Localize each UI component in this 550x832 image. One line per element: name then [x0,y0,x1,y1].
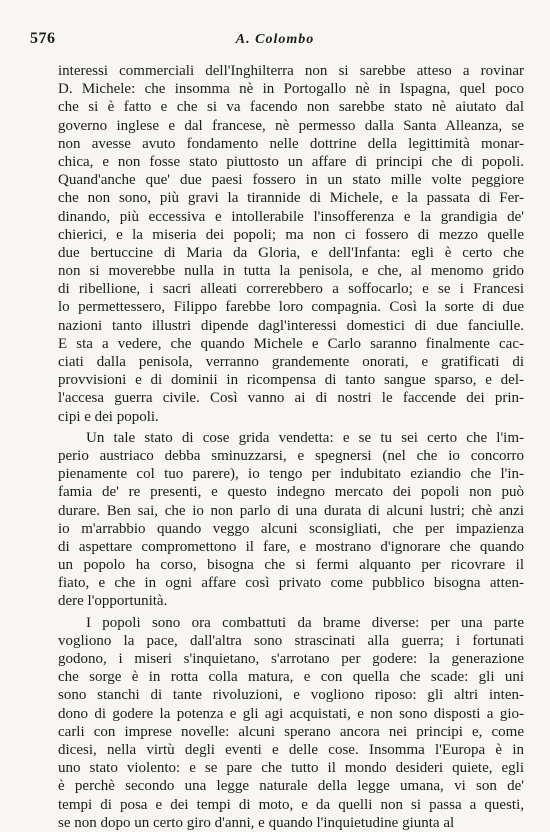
text-line: di aspettare compromettono il fare, e mostrano d'ignorare che quando [58,538,524,555]
paragraph [58,614,524,832]
text-line: uno stato violento: e se pare che tutto il mondo desideri quiete, egli [58,760,524,777]
text-line: godono, i miseri s'inquietano, s'arrotano per godere: la generazione [58,651,524,667]
text-line: provvisioni e di dominii in ricompensa di tanto sangue sparso, e del- [58,372,524,389]
text-line: E sta a vedere, che quando Michele e Carlo saranno finalmente cac- [58,335,524,352]
text-line: l'accesa guerra civile. Così vanno ai di nostri le faccende dei prin- [58,390,524,407]
text-line: chica, e non fosse stato piuttosto un affare di principi che di popoli. [58,153,524,170]
text-line: famia de' re presenti, e questo indegno mercato dei popoli non può [58,484,524,501]
text-line: dinando, più eccessiva e intollerabile l'insofferenza e la grandigia de' [58,208,524,225]
text-line: un popolo ha corso, bisogna che si fermi alquanto per ricovrare il [58,557,524,574]
text-line: fiato, e che in ogni affare così privato come pubblico bisogna atten- [58,575,524,592]
text-line: D. Michele: che insomma nè in Portogallo nè in Ispagna, quel poco [58,81,524,98]
text-line: durare. Ben sai, che io non parlo di una durata di alcuni lustri; chè anzi [58,502,524,519]
text-line: dicesi, nella virtù degli eventi e delle cose. Insomma l'Europa è in [58,741,524,758]
running-head: A. Colombo [235,32,315,47]
text-line: I popoli sono ora combattuti da brame diverse: per una parte [86,614,524,631]
text-line: non si moverebbe nulla in tutta la penisola, e che, al menomo grido [58,263,524,280]
text-line: ciati dalla penisola, verranno grandemente onorati, e gratificati di [58,354,524,370]
body-text [58,62,524,832]
text-line: che non sono, più gravi la tirannide di Michele, e la passata di Fer- [58,190,524,207]
page-number: 576 [30,30,56,47]
text-line: cipi e dei popoli. [58,408,159,425]
text-line: che si è fatto e che si va facendo non sarebbe stato nè aiutato dal [58,99,524,116]
text-line: non avesse avuto fondamento nelle dottrine della legittimità monar- [58,135,524,152]
text-line: vogliono la pace, dall'altra sono strascinati alla guerra; i fortunati [58,632,524,649]
paragraph [58,429,524,611]
text-line: se non dopo un certo giro d'anni, e quando l'inquietudine giunta al [58,814,455,831]
text-line: due bertuccine di Maria da Gloria, e dell'Infanta: egli è certo che [58,244,524,261]
text-line: dere l'opportunità. [58,593,168,610]
text-line: dono di godere la potenza e gli agi acquistati, e non sono disposti a gio- [58,705,524,722]
text-line: che sorge è in rotta colla matura, e con quella che scade: gli uni [58,669,524,686]
text-line: è perchè secondo una legge naturale della legge umana, vi son de' [58,778,524,795]
page-header [30,30,520,52]
text-line: nazioni tanto illustri dipende dagl'interessi domestici di due fanciulle. [58,317,524,334]
text-line: sono stanchi di tante rivoluzioni, e vogliono riposo: gli altri inten- [58,687,524,704]
text-line: Un tale stato di cose grida vendetta: e se tu sei certo che l'im- [86,429,524,446]
text-line: lo permettessero, Filippo farebbe loro compagnia. Così la sorte di due [58,299,524,316]
text-line: tempi di posa e dei tempi di moto, e da quelli non si passa a questi, [58,796,524,813]
text-line: chierici, e la miseria dei popoli; ma non ci fossero di mezzo quelle [58,226,524,243]
text-line: pienamente col tuo parere), io tengo per indubitato eziandio che l'in- [58,466,524,483]
text-line: perio austriaco debba sminuzzarsi, e spegnersi (nel che io concorro [58,447,524,464]
text-line: di ribellione, i sacri alleati correrebbero a soffocarlo; e se i Francesi [58,281,524,298]
paragraph [58,62,524,426]
text-line: interessi commerciali dell'Inghilterra non si sarebbe atteso a rovinar [58,63,524,79]
text-line: Quand'anche que' due paesi fossero in un stato mille volte peggiore [58,172,524,189]
text-line: carli con imprese novelle: alcuni sperano ancora nei principi e, come [58,723,524,740]
text-line: governo inglese e dal francese, nè permesso dalla Santa Alleanza, se [58,117,524,134]
text-line: io m'arrabbio quando veggo alcuni sconsigliati, che per impazienza [58,520,524,537]
